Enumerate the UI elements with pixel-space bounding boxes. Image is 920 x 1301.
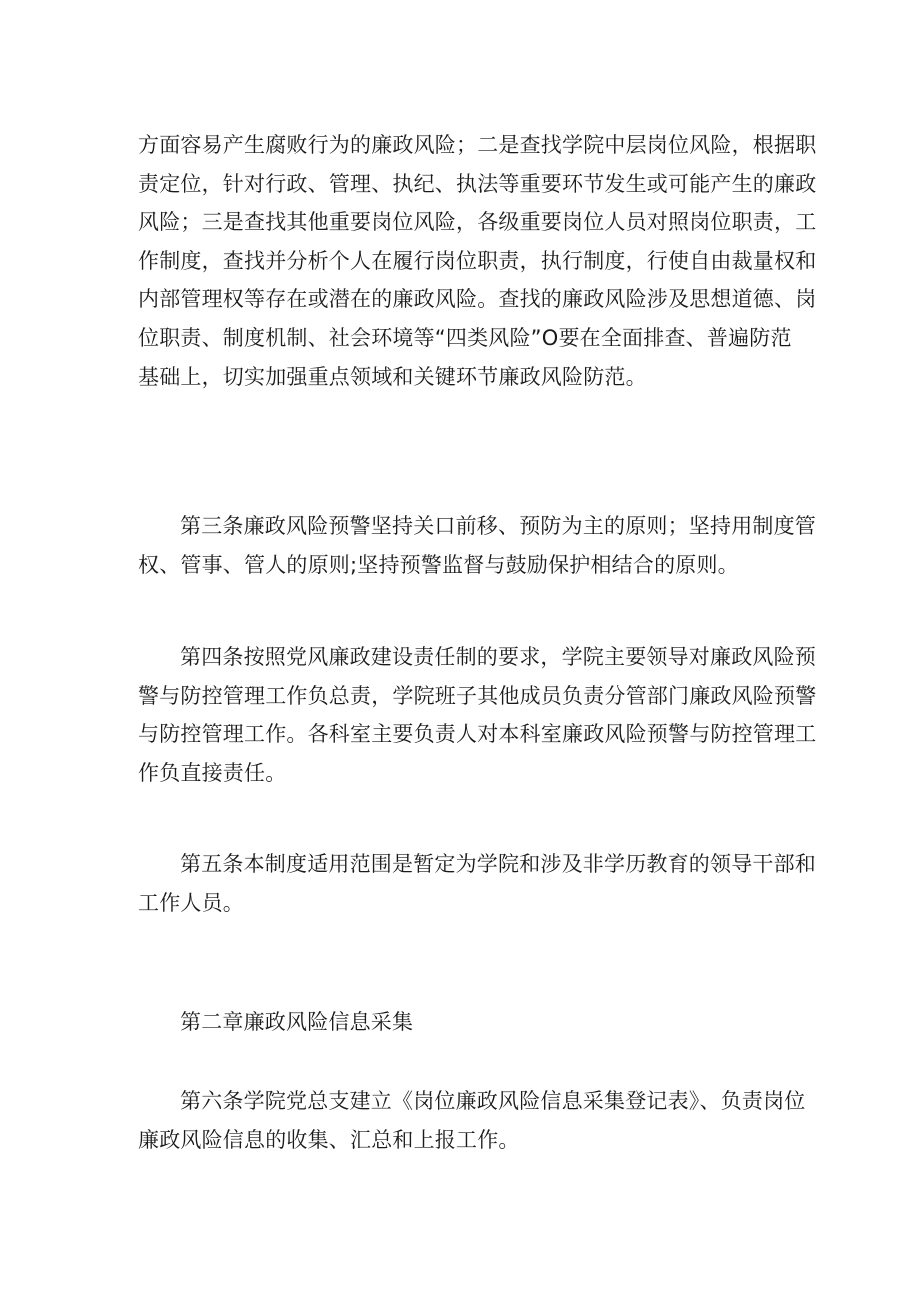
text-line: 风险；三是查找其他重要岗位风险，各级重要岗位人员对照岗位职责，工 bbox=[138, 210, 817, 235]
paragraph-article-4 bbox=[138, 638, 817, 792]
text-line: 权、管事、管人的原则;坚持预警监督与鼓励保护相结合的原则。 bbox=[138, 552, 739, 577]
text-line: 警与防控管理工作负总责，学院班子其他成员负责分管部门廉政风险预警 bbox=[138, 683, 817, 708]
text-line: 廉政风险信息的收集、汇总和上报工作。 bbox=[138, 1127, 520, 1152]
text-line: 第三条廉政风险预警坚持关口前移、预防为主的原则；坚持用制度管 bbox=[180, 514, 816, 538]
text-line: 第五条本制度适用范围是暂定为学院和涉及非学历教育的领导干部和 bbox=[180, 852, 816, 876]
paragraph-article-3 bbox=[138, 507, 816, 584]
text-line: 方面容易产生腐败行为的廉政风险；二是查找学院中层岗位风险，根据职 bbox=[138, 133, 817, 157]
paragraph-risk-search bbox=[138, 126, 817, 396]
chapter-heading bbox=[138, 1003, 788, 1042]
text-line: 责定位，针对行政、管理、执纪、执法等重要环节发生或可能产生的廉政 bbox=[138, 171, 817, 196]
text-line: 位职责、制度机制、社会环境等“四类风险”O要在全面排查、普遍防范 bbox=[138, 325, 792, 350]
text-line: 第二章廉政风险信息采集 bbox=[180, 1010, 414, 1034]
text-line: 作负直接责任。 bbox=[138, 760, 287, 785]
text-line: 基础上，切实加强重点领域和关键环节廉政风险防范。 bbox=[138, 364, 647, 389]
text-line: 作制度，查找并分析个人在履行岗位职责，执行制度，行使自由裁量权和 bbox=[138, 248, 817, 273]
text-line: 第四条按照党风廉政建设责任制的要求，学院主要领导对廉政风险预 bbox=[180, 645, 816, 669]
text-line: 工作人员。 bbox=[138, 890, 244, 915]
text-line: 第六条学院党总支建立《岗位廉政风险信息采集登记表》、负责岗位 bbox=[180, 1089, 806, 1113]
text-line: 与防控管理工作。各科室主要负责人对本科室廉政风险预警与防控管理工 bbox=[138, 722, 817, 747]
paragraph-article-6 bbox=[138, 1082, 806, 1159]
paragraph-article-5 bbox=[138, 845, 816, 922]
text-line: 内部管理权等存在或潜在的廉政风险。查找的廉政风险涉及思想道德、岗 bbox=[138, 287, 817, 312]
